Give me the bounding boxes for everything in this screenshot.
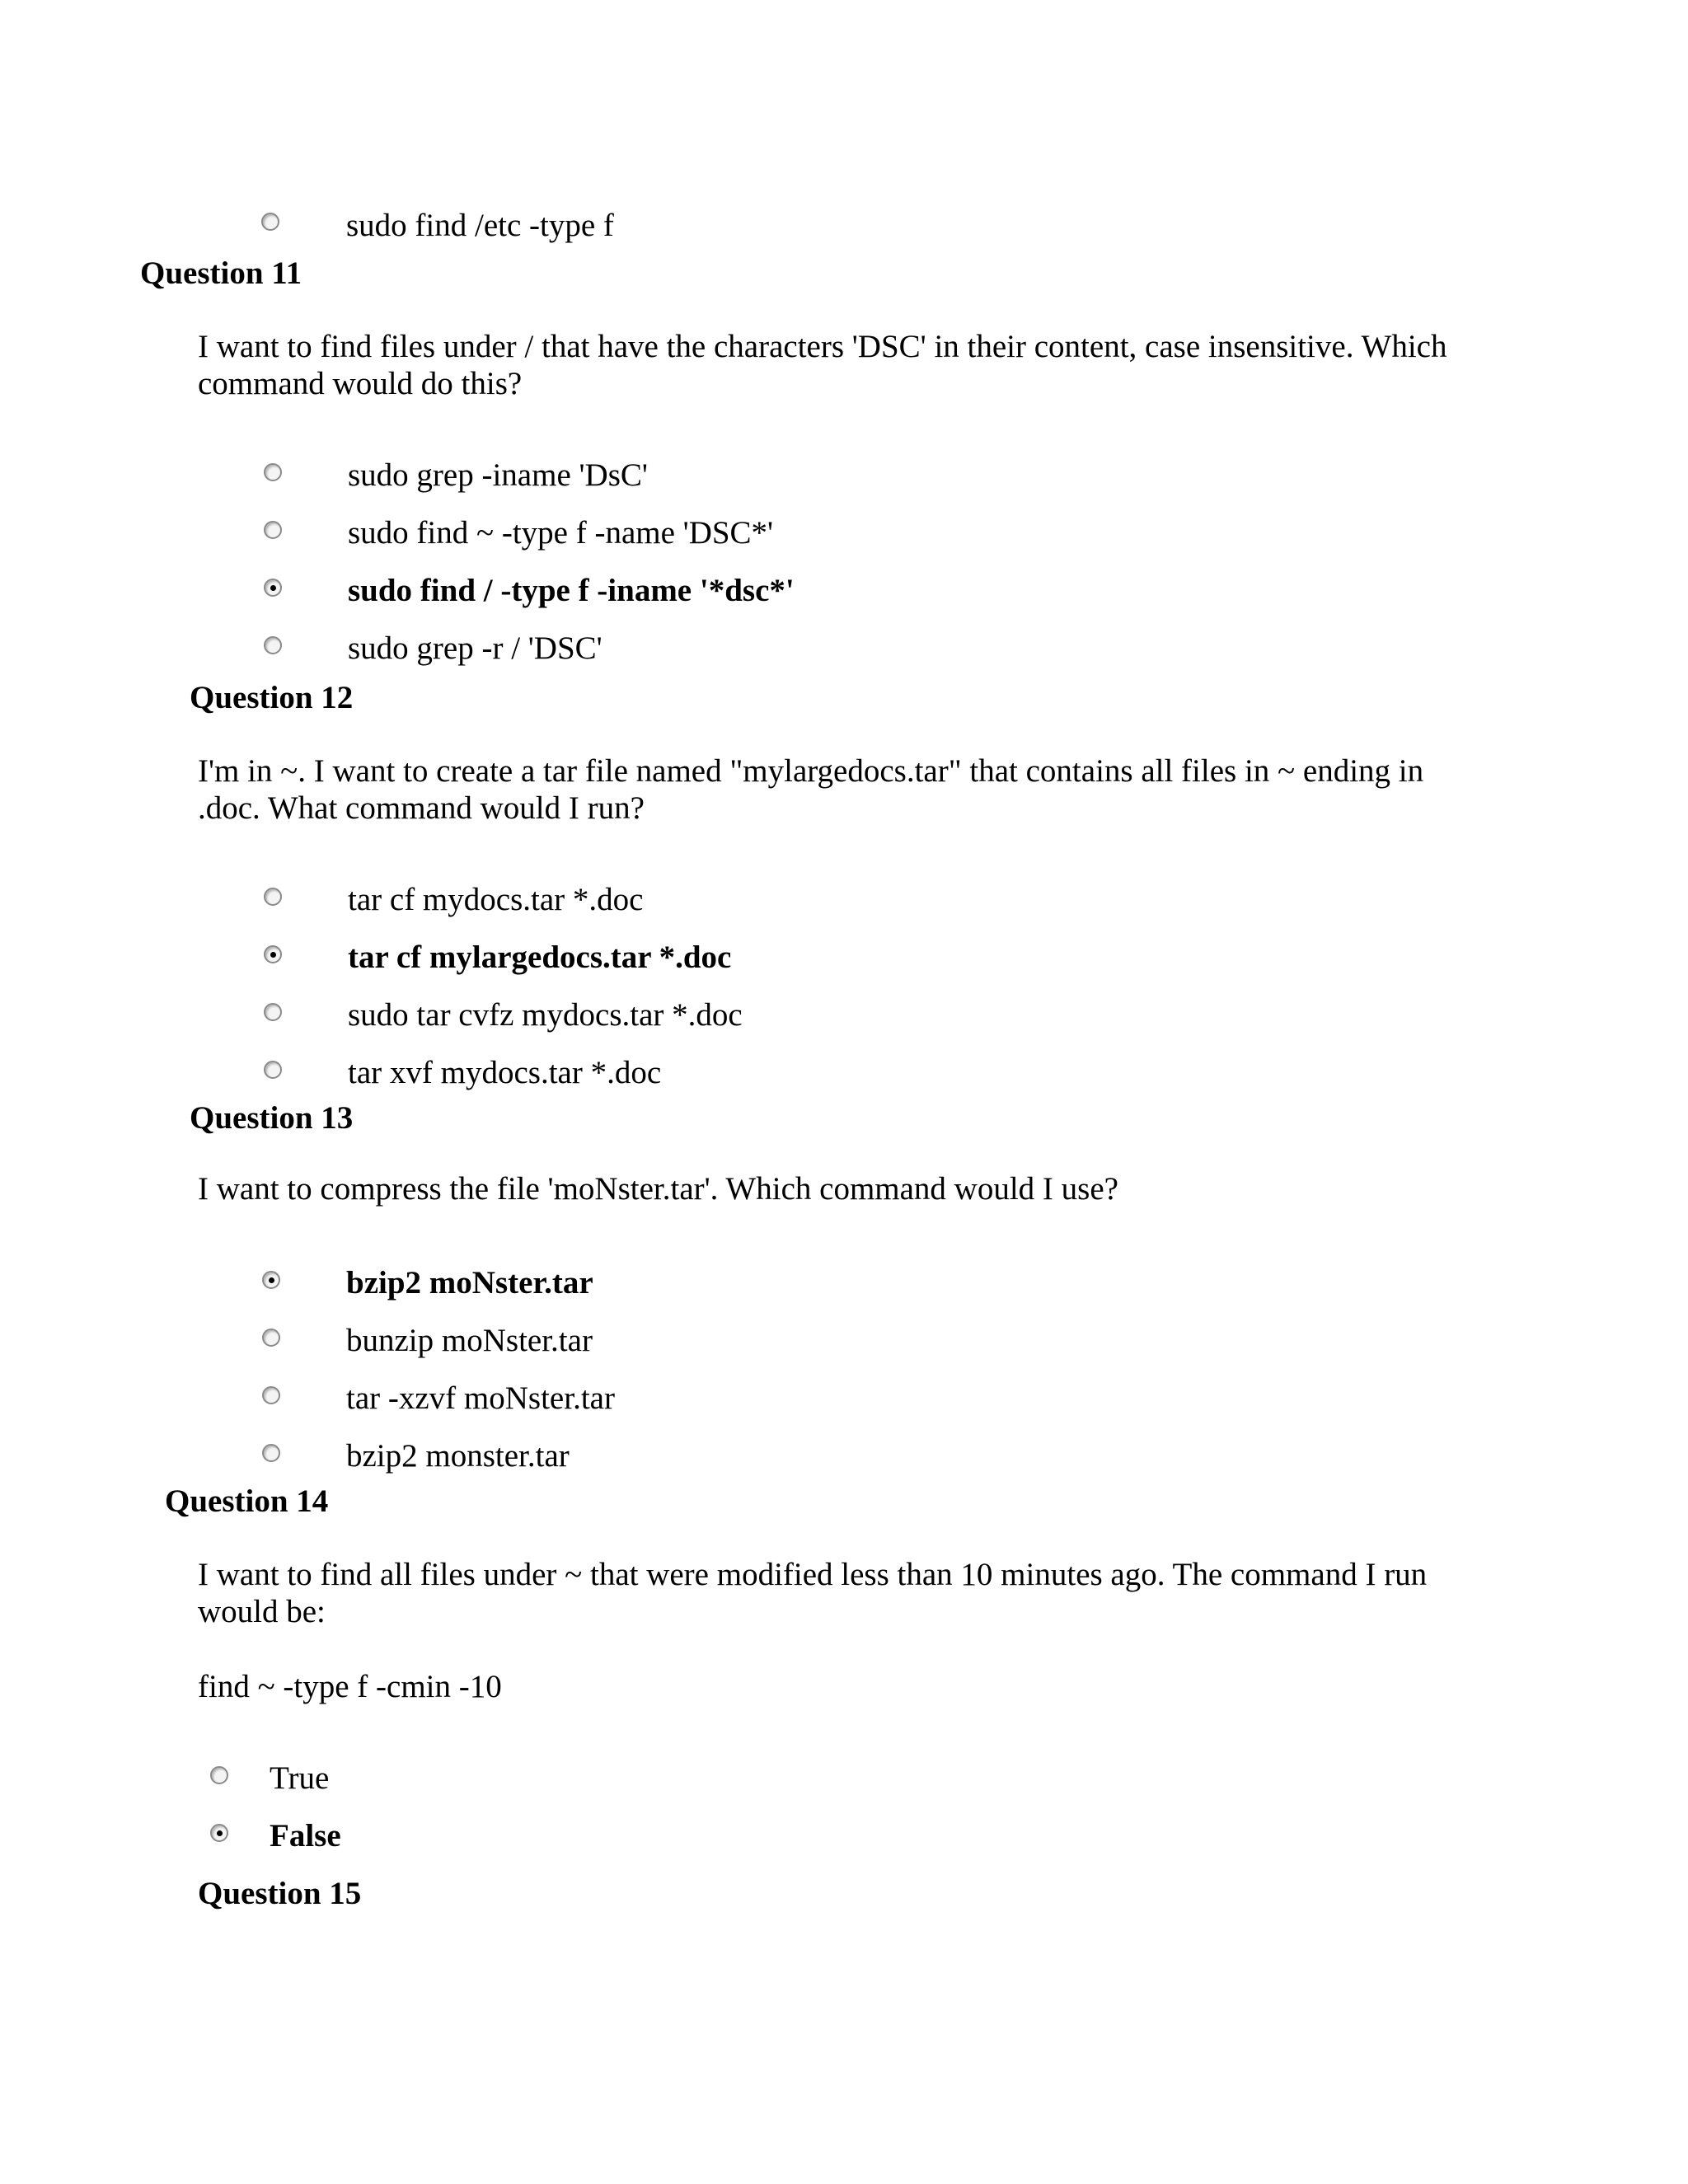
answer-option-selected: sudo find / -type f -iname '*dsc*' [348, 573, 795, 608]
radio-button[interactable] [264, 888, 282, 906]
radio-button[interactable] [264, 1003, 282, 1021]
answer-option: tar -xzvf moNster.tar [346, 1380, 615, 1416]
question-title: Question 12 [190, 680, 354, 715]
radio-button[interactable] [264, 1061, 282, 1079]
question-title: Question 15 [198, 1876, 362, 1911]
radio-button[interactable] [262, 1329, 280, 1347]
radio-button[interactable] [264, 521, 282, 539]
radio-button[interactable] [264, 463, 282, 481]
question-prompt [198, 1556, 1550, 1630]
command-text: find ~ -type f -cmin -10 [198, 1669, 502, 1704]
radio-button[interactable] [262, 1444, 280, 1462]
answer-option: sudo grep -r / 'DSC' [348, 630, 603, 666]
answer-option-selected: bzip2 moNster.tar [346, 1265, 593, 1301]
radio-button[interactable] [264, 636, 282, 654]
prompt-line: I'm in ~. I want to create a tar file named "mylargedocs.tar" that contains all files in ~ ending in [198, 753, 1424, 789]
prompt-line: I want to compress the file 'moNster.tar'. Which command would I use? [198, 1171, 1118, 1207]
question-title: Question 14 [165, 1483, 329, 1519]
prompt-line: would be: [198, 1594, 326, 1629]
prompt-line: I want to find files under / that have the characters 'DSC' in their content, case insensitive. Which [198, 329, 1447, 364]
answer-option: bunzip moNster.tar [346, 1323, 593, 1358]
question-prompt [198, 752, 1550, 827]
answer-option-selected: False [270, 1818, 341, 1854]
question-prompt [198, 328, 1550, 402]
prompt-line: .doc. What command would I run? [198, 790, 645, 826]
radio-button-selected[interactable] [264, 579, 282, 597]
question-title: Question 13 [190, 1100, 354, 1136]
question-title: Question 11 [140, 255, 302, 291]
answer-option: tar xvf mydocs.tar *.doc [348, 1055, 662, 1090]
answer-option: True [270, 1760, 330, 1796]
radio-button[interactable] [210, 1766, 228, 1784]
question-prompt [198, 1170, 1550, 1207]
answer-option: sudo find ~ -type f -name 'DSC*' [348, 515, 774, 551]
answer-option: bzip2 monster.tar [346, 1438, 570, 1474]
answer-option: sudo tar cvfz mydocs.tar *.doc [348, 997, 743, 1033]
radio-button-selected[interactable] [262, 1271, 280, 1289]
prompt-line: I want to find all files under ~ that were modified less than 10 minutes ago. The command I run [198, 1557, 1428, 1592]
answer-option: sudo grep -iname 'DsC' [348, 457, 648, 493]
answer-option: sudo find /etc -type f [346, 208, 614, 243]
radio-button[interactable] [262, 1386, 280, 1404]
radio-button[interactable] [261, 213, 279, 231]
answer-option-selected: tar cf mylargedocs.tar *.doc [348, 940, 732, 975]
radio-button-selected[interactable] [264, 945, 282, 963]
prompt-line: command would do this? [198, 366, 523, 401]
answer-option: tar cf mydocs.tar *.doc [348, 882, 644, 917]
radio-button-selected[interactable] [210, 1824, 228, 1842]
